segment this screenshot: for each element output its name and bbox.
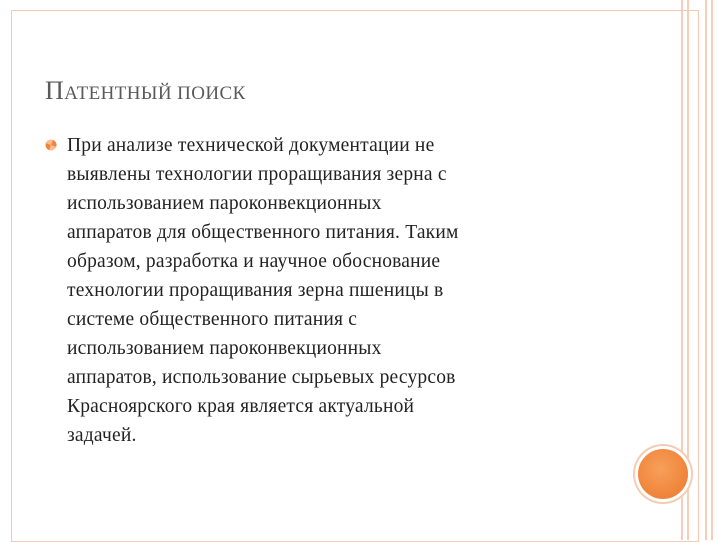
decorative-circle xyxy=(638,449,688,499)
bullet-text: При анализе технической документации не выявлены технологии проращивания зерна с использованием пароконвекционных аппаратов для общественного питания. Таким образом, разработка и научное обоснование технологии проращивания зерна пшеницы в системе общественного питания с использованием пароконвекционных аппаратов, использование сырьевых ресурсов Красноярского края является актуальной задачей. xyxy=(67,135,459,446)
decorative-line xyxy=(705,0,707,540)
slide-title-initial: П xyxy=(45,76,65,105)
slide-title-rest: АТЕНТНЫЙ ПОИСК xyxy=(64,83,246,104)
slide-title xyxy=(45,78,246,104)
decorative-line xyxy=(711,0,713,540)
pinwheel-icon xyxy=(45,139,57,151)
bullet-item xyxy=(45,131,645,450)
decorative-line xyxy=(687,0,689,540)
